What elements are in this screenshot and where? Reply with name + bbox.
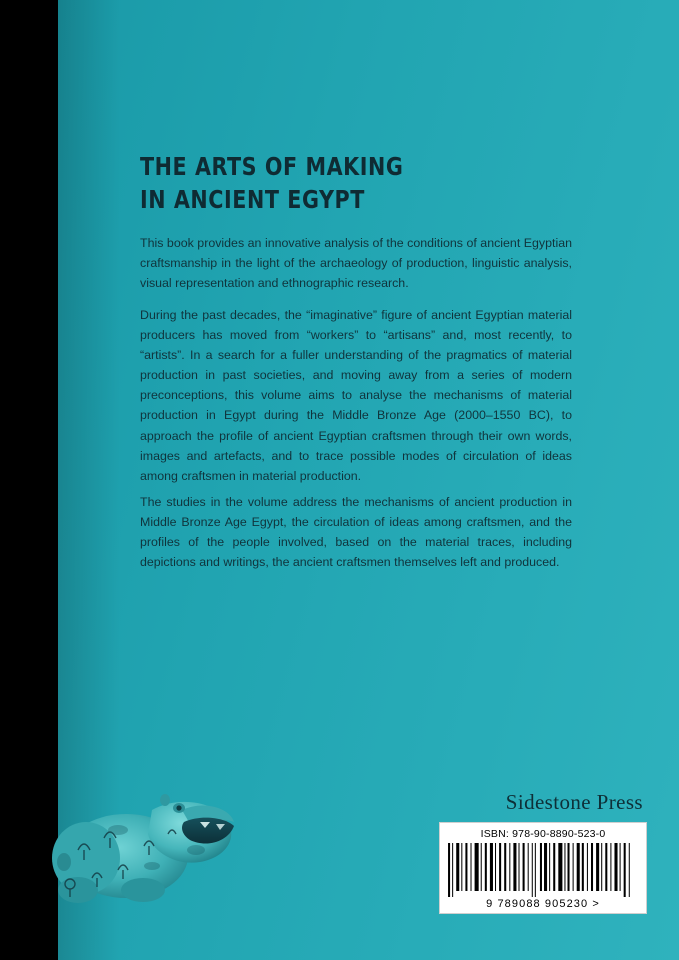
book-title <box>140 150 536 216</box>
publisher-name: Sidestone Press <box>505 790 643 814</box>
blurb-text-2: During the past decades, the “imaginative” figure of ancient Egyptian material producers has moved from “workers” to “artisans” and, most recently, to “artists”. In a search for a fuller understanding of the pragmatics of material production in past societies, and moving away from a series of modern preconceptions, this volume aims to analyse the mechanisms of material production in Egypt during the Middle Bronze Age (2000–1550 BC), to approach the profile of ancient Egyptian craftsmen through their own words, images and artefacts, and to trace possible modes of circulation of ideas among craftsmen in material production. <box>140 308 572 483</box>
blurb-text-3: The studies in the volume address the mechanisms of ancient production in Middle Bronze Age Egypt, the circulation of ideas among craftsmen, and the profiles of the people involved, based on the material traces, including depictions and writings, the ancient craftsmen themselves left and produced. <box>140 495 572 570</box>
barcode-number: 9 789088 905230 <box>486 898 589 910</box>
barcode-digits <box>446 898 640 910</box>
blurb-paragraph-3 <box>140 492 572 586</box>
barcode-bars <box>446 843 640 897</box>
blurb-text-1: This book provides an innovative analysis of the conditions of ancient Egyptian craftsmanship in the light of the archaeology of production, linguistic analysis, visual representation and ethnographic research. <box>140 236 572 291</box>
book-title-line-1: THE ARTS OF MAKING <box>140 152 404 181</box>
isbn-text: ISBN: 978-90-8890-523-0 <box>480 828 606 840</box>
hippopotamus-figurine-icon <box>48 738 244 918</box>
blurb-paragraph-1 <box>140 233 572 307</box>
blurb-paragraph-2 <box>140 305 572 500</box>
barcode-end-marker: > <box>592 898 600 910</box>
barcode <box>439 822 647 914</box>
publisher-block <box>439 790 647 914</box>
book-title-line-2: IN ANCIENT EGYPT <box>140 185 365 214</box>
